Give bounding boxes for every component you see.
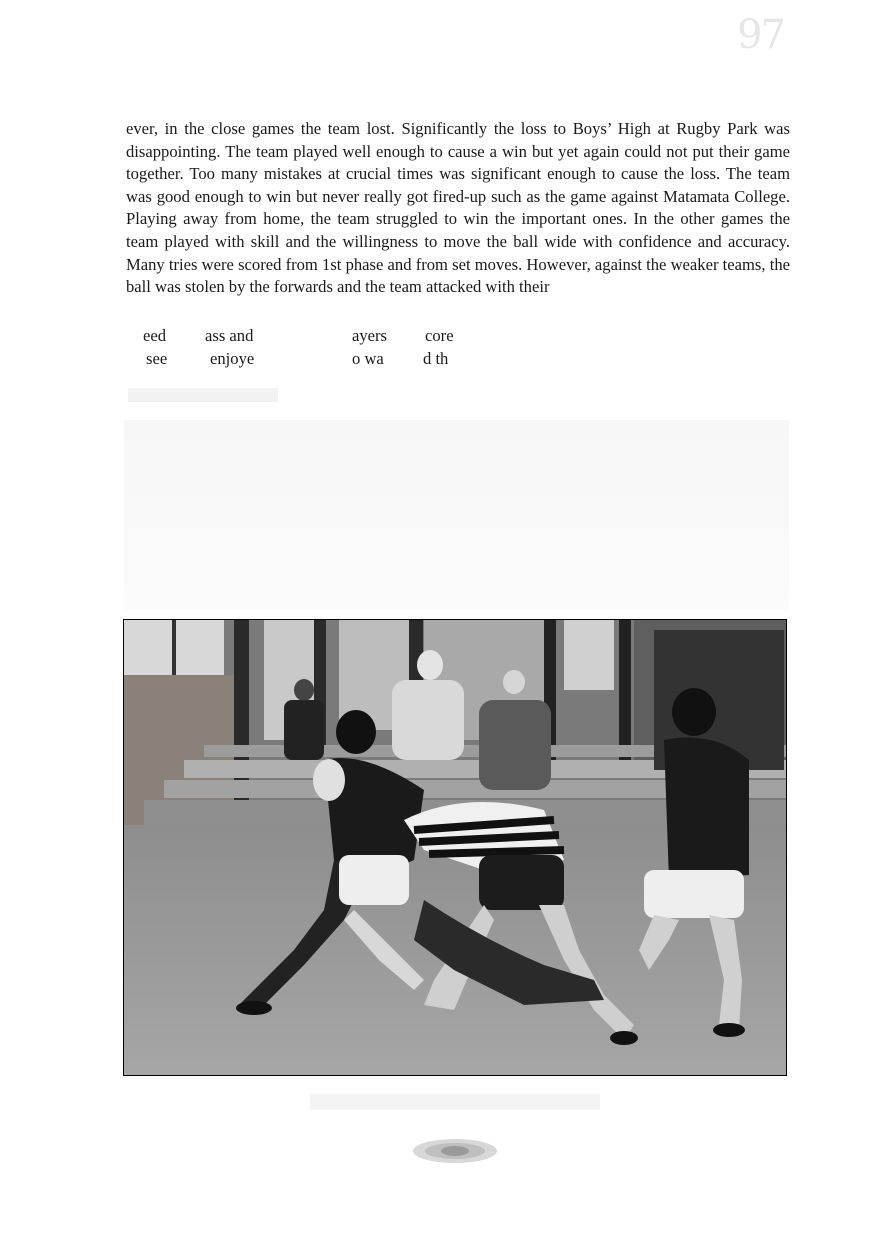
text-fragment: ass and — [205, 326, 254, 345]
body-paragraph: ever, in the close games the team lost. Significantly the loss to Boys’ High at Rugby Park was disappointing. The team played well enough to cause a win but yet again could not put their game together. Too many mistakes at crucial times was significant enough to cause the loss. The team was good enough to win but never really got fired-up such as the game against Matamata College. Playing away from home, the team struggled to win the important ones. In the other games the team played with skill and the willingness to move the ball wide with confidence and accuracy. Many tries were scored from 1st phase and from set moves. However, against the weaker teams, the ball was stolen by the forwards and the team attacked with their — [126, 119, 790, 297]
faded-photo-caption — [310, 1094, 600, 1110]
text-fragment: o wa — [352, 349, 384, 368]
partial-text-line-1 — [126, 326, 726, 348]
text-fragment: eed — [143, 326, 167, 345]
faded-heading — [128, 388, 278, 402]
partial-text-line-2 — [126, 349, 726, 371]
text-fragment: enjoye — [210, 349, 255, 368]
rugby-photo — [123, 619, 787, 1076]
faded-text-block — [124, 420, 789, 610]
page-number: 97 — [737, 12, 784, 58]
text-fragment: ayers — [352, 326, 388, 345]
page-ornament-icon — [412, 1138, 498, 1164]
text-fragment: d th — [423, 349, 449, 368]
text-fragment: core — [425, 326, 454, 345]
text-fragment: see — [146, 349, 168, 368]
rugby-photo-illustration — [124, 620, 786, 1075]
